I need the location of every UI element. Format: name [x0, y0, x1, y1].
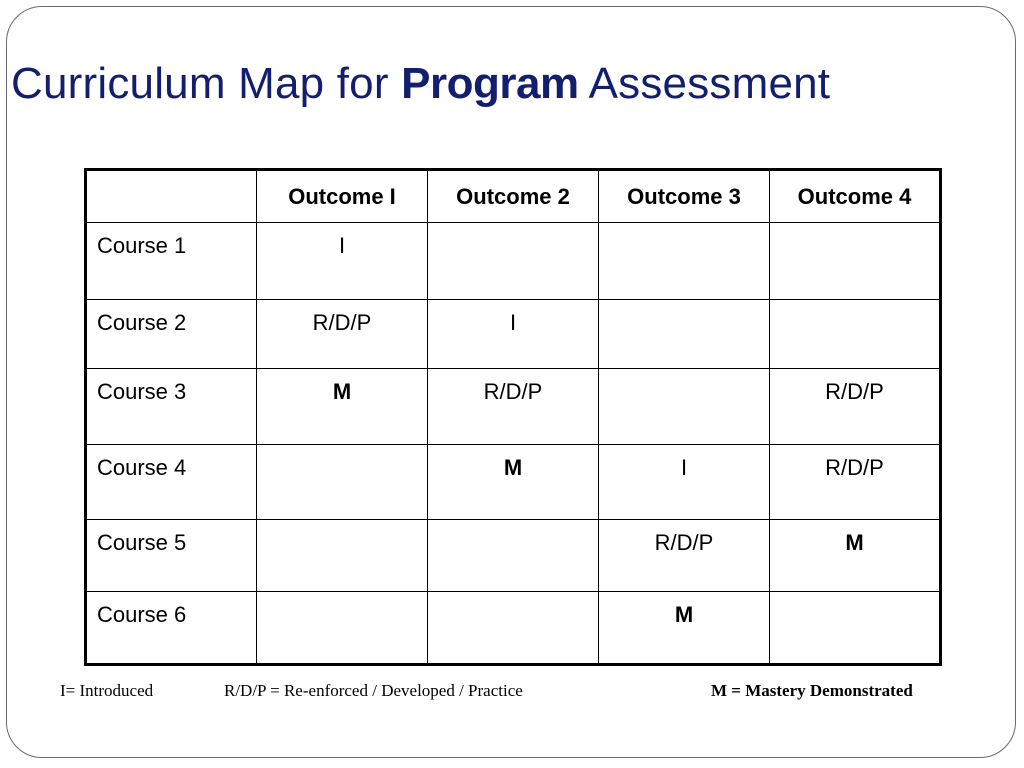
title-part-1: Curriculum Map for [11, 59, 402, 108]
table-cell [257, 520, 428, 592]
corner-header-cell [86, 170, 257, 223]
table-cell [428, 520, 599, 592]
table-cell [599, 300, 770, 369]
table-row [86, 592, 941, 665]
legend-reinforced: R/D/P = Re-enforced / Developed / Practice [224, 681, 523, 700]
title-part-2: Assessment [578, 59, 831, 108]
table-cell: R/D/P [257, 300, 428, 369]
table-cell [770, 223, 941, 300]
table-cell: M [770, 520, 941, 592]
header-outcome-2: Outcome 2 [428, 170, 599, 223]
table-cell: I [599, 445, 770, 520]
table-row [86, 223, 941, 300]
table-header-row [86, 170, 941, 223]
curriculum-map-table [84, 168, 942, 666]
table-cell: I [428, 300, 599, 369]
table-row [86, 300, 941, 369]
header-outcome-4: Outcome 4 [770, 170, 941, 223]
table-cell [770, 300, 941, 369]
row-label-course-1: Course 1 [86, 223, 257, 300]
table-cell: I [257, 223, 428, 300]
table-cell [770, 592, 941, 665]
table-cell: M [599, 592, 770, 665]
table-cell: M [428, 445, 599, 520]
table-row [86, 369, 941, 445]
table-cell: R/D/P [770, 369, 941, 445]
table-cell: R/D/P [428, 369, 599, 445]
row-label-course-5: Course 5 [86, 520, 257, 592]
legend-mastery: M = Mastery Demonstrated [711, 681, 913, 700]
row-label-course-6: Course 6 [86, 592, 257, 665]
header-outcome-3: Outcome 3 [599, 170, 770, 223]
table-cell [599, 223, 770, 300]
table-row [86, 445, 941, 520]
title-emphasis: Program [401, 59, 579, 108]
table-cell [257, 592, 428, 665]
table-cell [428, 592, 599, 665]
header-outcome-1: Outcome I [257, 170, 428, 223]
row-label-course-2: Course 2 [86, 300, 257, 369]
legend-introduced: I= Introduced [60, 681, 154, 700]
slide-title [11, 59, 831, 108]
table-cell [257, 445, 428, 520]
table-cell: R/D/P [770, 445, 941, 520]
row-label-course-3: Course 3 [86, 369, 257, 445]
table-cell [428, 223, 599, 300]
table-cell: M [257, 369, 428, 445]
table-row [86, 520, 941, 592]
row-label-course-4: Course 4 [86, 445, 257, 520]
table-cell [599, 369, 770, 445]
table-cell: R/D/P [599, 520, 770, 592]
